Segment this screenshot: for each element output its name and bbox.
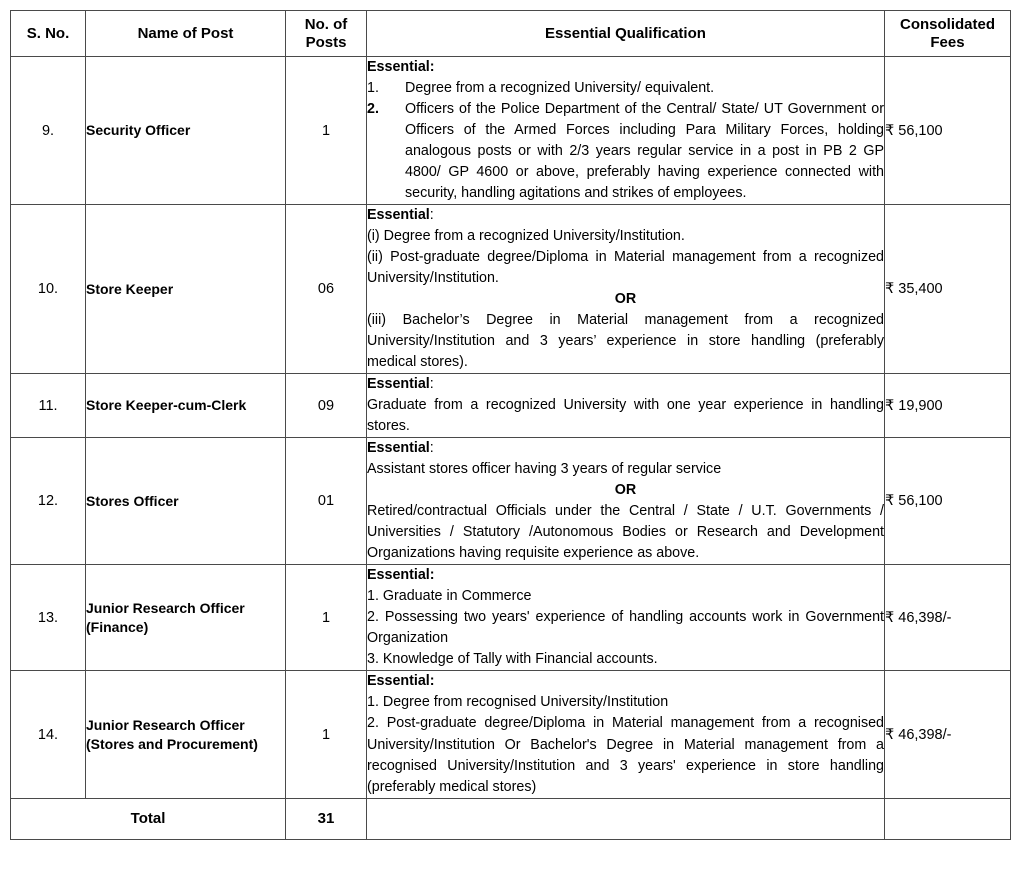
cell-post-name [86, 565, 286, 671]
total-posts-value: 31 [286, 798, 367, 839]
qualification-item-body [367, 99, 884, 204]
qualification-paragraph: Graduate from a recognized University with one year experience in handling stores. [367, 397, 884, 435]
cell-essential-qualification [367, 205, 885, 374]
cell-sno: 12. [11, 438, 86, 565]
column-header-consolidated-fees-line2: Fees [930, 33, 965, 51]
qualification-paragraph: 1. Degree from recognised University/Institution [367, 694, 669, 711]
qualification-lead [367, 438, 884, 459]
qualification-paragraph: 2. Post-graduate degree/Diploma in Material management from a recognised University/Institution Or Bachelor's Degree in Material management from a recognised University/Institution and 3 years' experience in store handling (preferably medical stores) [367, 715, 884, 795]
cell-post-name-line2: (Finance) [86, 618, 149, 635]
cell-post-name-line1: Junior Research Officer [86, 716, 245, 733]
total-qualification-empty [367, 798, 885, 839]
total-row [11, 798, 1011, 839]
cell-sno: 9. [11, 57, 86, 205]
qualification-lead [367, 57, 884, 78]
qualification-lead-text: Essential: [367, 673, 435, 690]
cell-post-name: Security Officer [86, 57, 286, 205]
cell-sno: 13. [11, 565, 86, 671]
qualification-lead [367, 374, 884, 395]
table-row [11, 57, 1011, 205]
qualification-paragraph: (i) Degree from a recognized University/Institution. [367, 228, 685, 245]
table-body [11, 57, 1011, 840]
table-row [11, 671, 1011, 798]
qualification-lead [367, 671, 884, 692]
cell-post-name: Stores Officer [86, 438, 286, 565]
column-header-sno-label: S. No. [26, 24, 70, 42]
total-fees-empty [885, 798, 1011, 839]
qualification-lead [367, 205, 884, 226]
qualification-lead-text: Essential: [367, 567, 435, 584]
column-header-no-of-posts-line2: Posts [305, 33, 347, 51]
cell-consolidated-fees: ₹ 35,400 [885, 205, 1011, 374]
table-row [11, 205, 1011, 374]
cell-essential-qualification [367, 671, 885, 798]
qualification-paragraph: 3. Knowledge of Tally with Financial accounts. [367, 651, 658, 668]
cell-post-name: Store Keeper [86, 205, 286, 374]
qualification-or-separator: OR [614, 291, 637, 308]
column-header-consolidated-fees [885, 11, 1011, 57]
qualification-lead-colon: : [429, 376, 434, 393]
cell-consolidated-fees: ₹ 46,398/- [885, 565, 1011, 671]
cell-no-of-posts: 01 [286, 438, 367, 565]
qualification-lead-text: Essential [367, 440, 430, 457]
cell-essential-qualification [367, 438, 885, 565]
qualification-paragraph: (iii) Bachelor’s Degree in Material management from a recognized University/Institution and 3 years’ experience in store handling (preferably medical stores). [367, 312, 884, 371]
qualification-lead-text: Essential: [367, 59, 435, 75]
qualification-lead-colon: : [429, 440, 434, 457]
cell-no-of-posts: 06 [286, 205, 367, 374]
column-header-name-of-post [86, 11, 286, 57]
cell-post-name-line1: Junior Research Officer [86, 600, 245, 617]
recruitment-qualification-table [10, 10, 1011, 840]
table-row [11, 565, 1011, 671]
qualification-lead-text: Essential [367, 376, 430, 393]
cell-essential-qualification [367, 565, 885, 671]
cell-post-name [86, 671, 286, 798]
qualification-item-number: 2. [367, 101, 379, 118]
qualification-or-separator: OR [614, 482, 637, 499]
qualification-paragraph: Retired/contractual Officials under the Central / State / U.T. Governments / Universities / Statutory /Autonomous Bodies or Research and Development Organizations having requisite experience as above. [367, 503, 884, 562]
cell-no-of-posts: 1 [286, 671, 367, 798]
qualification-item [367, 78, 884, 99]
qualification-item [367, 99, 884, 204]
total-label: Total [11, 798, 286, 839]
cell-no-of-posts: 1 [286, 57, 367, 205]
qualification-paragraph: Assistant stores officer having 3 years of regular service [367, 461, 722, 478]
qualification-paragraph: 1. Graduate in Commerce [367, 588, 532, 605]
column-header-essential-qualification-label: Essential Qualification [545, 24, 706, 42]
cell-post-name-line2: (Stores and Procurement) [86, 735, 258, 752]
column-header-no-of-posts [286, 11, 367, 57]
qualification-item-text: Officers of the Police Department of the Central/ State/ UT Government or Officers of the Armed Forces including Para Military Forces, holding analogous posts or with 2/3 years regular service in a post in PB 2 GP 4800/ GP 4600 or above, preferably having experience connected with security, handling agitations and strikes of employees. [405, 101, 884, 202]
cell-no-of-posts: 1 [286, 565, 367, 671]
cell-sno: 10. [11, 205, 86, 374]
column-header-sno [11, 11, 86, 57]
cell-consolidated-fees: ₹ 56,100 [885, 438, 1011, 565]
cell-essential-qualification [367, 57, 885, 205]
qualification-lead-text: Essential [367, 207, 430, 224]
cell-essential-qualification [367, 374, 885, 438]
cell-sno: 11. [11, 374, 86, 438]
column-header-consolidated-fees-line1: Consolidated [899, 15, 995, 33]
qualification-item-body [367, 78, 884, 99]
cell-sno: 14. [11, 671, 86, 798]
qualification-paragraph: 2. Possessing two years' experience of handling accounts work in Government Organization [367, 609, 884, 647]
table-row [11, 374, 1011, 438]
cell-consolidated-fees: ₹ 46,398/- [885, 671, 1011, 798]
column-header-no-of-posts-line1: No. of [304, 15, 348, 33]
cell-post-name: Store Keeper-cum-Clerk [86, 374, 286, 438]
qualification-paragraph: (ii) Post-graduate degree/Diploma in Material management from a recognized University/Institution. [367, 249, 884, 287]
qualification-item-number: 1. [367, 80, 379, 97]
qualification-lead [367, 565, 884, 586]
header-row [11, 11, 1011, 57]
table-row [11, 438, 1011, 565]
table-header [11, 11, 1011, 57]
qualification-item-text: Degree from a recognized University/ equivalent. [405, 80, 715, 97]
qualification-lead-colon: : [429, 207, 434, 224]
cell-consolidated-fees: ₹ 56,100 [885, 57, 1011, 205]
column-header-essential-qualification [367, 11, 885, 57]
cell-no-of-posts: 09 [286, 374, 367, 438]
cell-consolidated-fees: ₹ 19,900 [885, 374, 1011, 438]
column-header-name-of-post-label: Name of Post [137, 24, 234, 42]
